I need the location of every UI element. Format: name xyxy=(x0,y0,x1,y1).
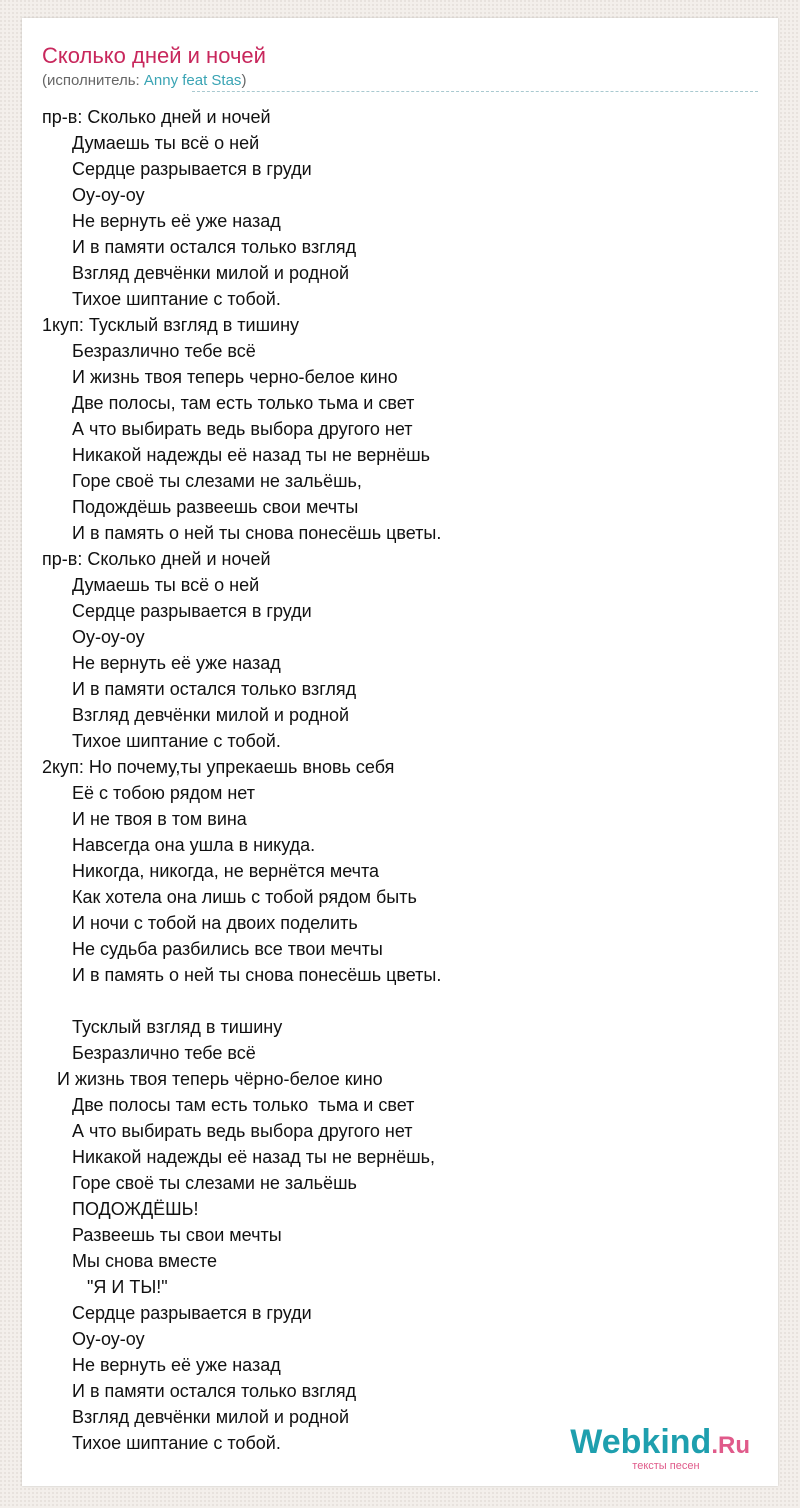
lyric-line: А что выбирать ведь выбора другого нет xyxy=(42,1121,413,1141)
artist-line xyxy=(42,72,246,90)
lyric-line: А что выбирать ведь выбора другого нет xyxy=(42,419,413,439)
lyric-line: Взгляд девчёнки милой и родной xyxy=(42,705,350,725)
lyric-line: Тихое шиптание с тобой. xyxy=(42,731,281,751)
lyric-line: Оу-оу-оу xyxy=(42,185,145,205)
lyric-line: И жизнь твоя теперь чёрно-белое кино xyxy=(42,1069,383,1089)
lyric-line: Безразлично тебе всё xyxy=(42,341,256,361)
lyric-line: Тусклый взгляд в тишину xyxy=(42,1017,283,1037)
lyric-line: пр-в: Сколько дней и ночей xyxy=(42,107,271,127)
lyric-line: Развеешь ты свои мечты xyxy=(42,1225,282,1245)
song-title: Сколько дней и ночей xyxy=(42,43,266,68)
lyric-line: Взгляд девчёнки милой и родной xyxy=(42,263,350,283)
lyric-line: Никакой надежды её назад ты не вернёшь xyxy=(42,445,431,465)
lyric-line: Навсегда она ушла в никуда. xyxy=(42,835,316,855)
lyric-line: Не вернуть её уже назад xyxy=(42,653,281,673)
lyric-line: И в памяти остался только взгляд xyxy=(42,237,357,257)
lyric-line: Думаешь ты всё о ней xyxy=(42,133,260,153)
lyric-line: Как хотела она лишь с тобой рядом быть xyxy=(42,887,417,907)
lyric-line: И не твоя в том вина xyxy=(42,809,247,829)
lyric-line: Не вернуть её уже назад xyxy=(42,211,281,231)
logo-wordmark xyxy=(570,1425,750,1463)
lyric-line: Подождёшь развеешь свои мечты xyxy=(42,497,359,517)
lyrics-card xyxy=(22,18,778,1486)
lyric-line: Горе своё ты слезами не зальёшь, xyxy=(42,471,362,491)
lyric-line: Две полосы там есть только тьма и свет xyxy=(42,1095,415,1115)
lyric-line: И жизнь твоя теперь черно-белое кино xyxy=(42,367,398,387)
lyric-line: И в памяти остался только взгляд xyxy=(42,679,357,699)
lyric-line: И ночи с тобой на двоих поделить xyxy=(42,913,358,933)
lyric-line xyxy=(42,988,762,1014)
lyric-line: Не вернуть её уже назад xyxy=(42,1355,281,1375)
lyric-line: Тихое шиптание с тобой. xyxy=(42,1433,281,1453)
lyric-line: И в память о ней ты снова понесёшь цветы. xyxy=(42,965,442,985)
lyric-line: Две полосы, там есть только тьма и свет xyxy=(42,393,415,413)
site-logo[interactable] xyxy=(570,1425,750,1472)
lyric-line: Горе своё ты слезами не зальёшь xyxy=(42,1173,357,1193)
lyric-line: пр-в: Сколько дней и ночей xyxy=(42,549,271,569)
lyric-line: 1куп: Тусклый взгляд в тишину xyxy=(42,315,300,335)
lyric-line: Тихое шиптание с тобой. xyxy=(42,289,281,309)
lyric-line: 2куп: Но почему,ты упрекаешь вновь себя xyxy=(42,757,395,777)
lyric-line: Её с тобою рядом нет xyxy=(42,783,255,803)
lyric-line: ПОДОЖДЁШЬ! xyxy=(42,1199,199,1219)
lyric-line: Сердце разрывается в груди xyxy=(42,601,312,621)
lyric-line: Не судьба разбились все твои мечты xyxy=(42,939,383,959)
artist-prefix: (исполнитель: xyxy=(42,72,144,89)
artist-suffix: ) xyxy=(241,72,247,89)
lyric-line: Сердце разрывается в груди xyxy=(42,1303,312,1323)
logo-tagline: тексты песен xyxy=(632,1460,700,1472)
lyric-line: "Я И ТЫ!" xyxy=(42,1277,168,1297)
lyric-line: Никогда, никогда, не вернётся мечта xyxy=(42,861,380,881)
lyric-line: Безразлично тебе всё xyxy=(42,1043,256,1063)
logo-tld: .Ru xyxy=(711,1432,750,1459)
lyric-line: Оу-оу-оу xyxy=(42,1329,145,1349)
lyric-line: Взгляд девчёнки милой и родной xyxy=(42,1407,350,1427)
lyric-line: Думаешь ты всё о ней xyxy=(42,575,260,595)
logo-name: Webkind xyxy=(570,1423,712,1461)
lyric-line: Мы снова вместе xyxy=(42,1251,218,1271)
lyric-line: Сердце разрывается в груди xyxy=(42,159,312,179)
lyric-line: И в память о ней ты снова понесёшь цветы. xyxy=(42,523,442,543)
title-divider xyxy=(192,91,758,92)
lyric-line: Оу-оу-оу xyxy=(42,627,145,647)
lyrics-body xyxy=(42,104,762,1456)
lyric-line: Никакой надежды её назад ты не вернёшь, xyxy=(42,1147,436,1167)
lyric-line: И в памяти остался только взгляд xyxy=(42,1381,357,1401)
artist-link[interactable]: Anny feat Stas xyxy=(143,72,242,89)
